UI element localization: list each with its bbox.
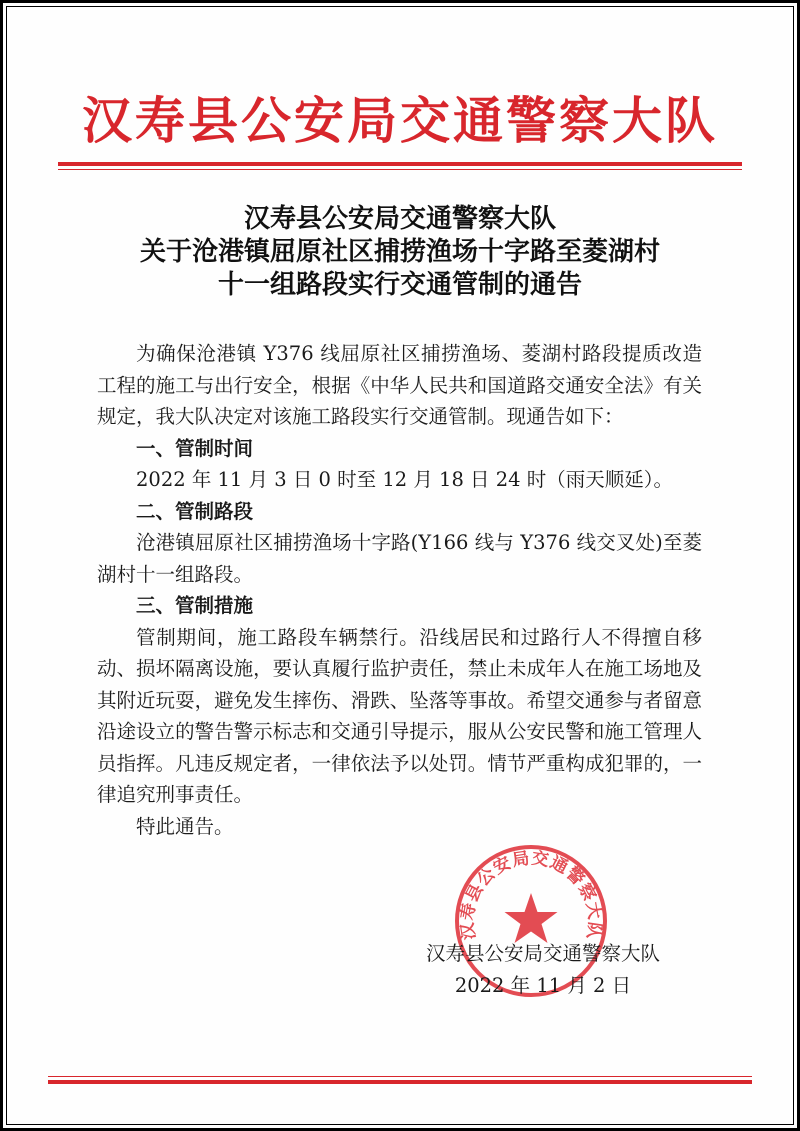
- section-heading-road: 二、管制路段: [136, 499, 254, 523]
- footer-red-rule: [48, 1080, 752, 1084]
- masthead-red-rule: [58, 162, 742, 166]
- title-line-3: 十一组路段实行交通管制的通告: [217, 270, 582, 300]
- masthead-red-rule-thin: [58, 169, 742, 170]
- signature-org: 汉寿县公安局交通警察大队: [425, 942, 660, 965]
- section-heading-measures: 三、管制措施: [136, 594, 254, 617]
- notice-title: [3, 203, 797, 302]
- footer-red-rule-thin: [48, 1076, 752, 1077]
- control-time-text: 2022 年 11 月 3 日 0 时至 12 月 18 日 24 时（雨天顺延）。: [136, 468, 674, 491]
- signature-block: [363, 938, 723, 1001]
- closing-text: 特此通告。: [136, 814, 234, 838]
- masthead-title: 汉寿县公安局交通警察大队: [82, 91, 718, 150]
- notice-body: [97, 338, 702, 842]
- control-road-text: 沧港镇屈原社区捕捞渔场十字路(Y166 线与 Y376 线交叉处)至菱湖村十一组路段。: [97, 531, 702, 586]
- signature-date: 2022 年 11 月 2 日: [454, 973, 632, 997]
- title-line-2: 关于沧港镇屈原社区捕捞渔场十字路至菱湖村: [139, 237, 660, 267]
- svg-text:汉寿县公安局交通警察大队: 汉寿县公安局交通警察大队: [457, 848, 605, 942]
- control-measures-text: 管制期间，施工路段车辆禁行。沿线居民和过路行人不得擅自移动、损坏隔离设施，要认真履行监护责任，禁止未成年人在施工场地及其附近玩耍，避免发生摔伤、滑跌、坠落等事故。希望交通参与者留意沿途设立的警告警示标志和交通引导提示，服从公安民警和施工管理人员指挥。凡违反规定者，一律依法予以处罚。情节严重构成犯罪的，一律追究刑事责任。: [97, 625, 702, 806]
- seal-star: [505, 893, 558, 943]
- title-line-1: 汉寿县公安局交通警察大队: [243, 204, 556, 234]
- section-heading-time: 一、管制时间: [136, 436, 254, 460]
- intro-paragraph: 为确保沧港镇 Y376 线屈原社区捕捞渔场、菱湖村路段提质改造工程的施工与出行安全，根据《中华人民共和国道路交通安全法》有关规定，我大队决定对该施工路段实行交通管制。现通告如下：: [97, 342, 702, 428]
